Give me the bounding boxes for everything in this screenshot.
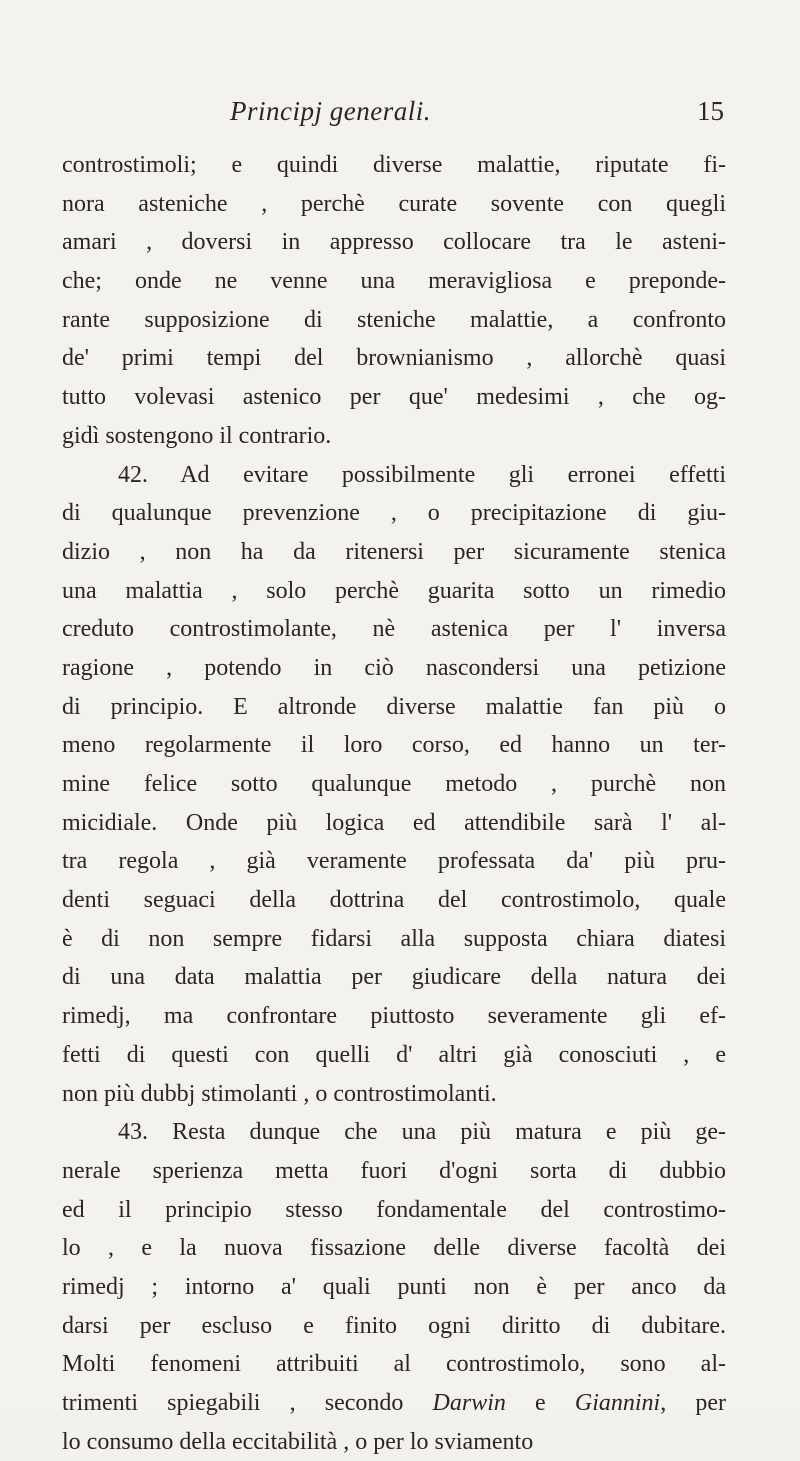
text-line: non più dubbj stimolanti , o controstimolanti. <box>62 1080 497 1107</box>
text-line: ed il principio stesso fondamentale del controstimo- <box>62 1196 726 1223</box>
text-line: tutto volevasi astenico per que' medesimi , che og- <box>62 384 726 411</box>
text-line: tra regola , già veramente professata da' più pru- <box>62 848 726 875</box>
text-segment: , per <box>660 1390 726 1416</box>
text-line: 42. Ad evitare possibilmente gli erronei effetti <box>118 461 726 488</box>
text-line: che; onde ne venne una meravigliosa e preponde- <box>62 268 726 295</box>
page-number: 15 <box>697 96 724 126</box>
text-line: ragione , potendo in ciò nascondersi una petizione <box>62 654 726 681</box>
text-line: rimedj, ma confrontare piuttosto severamente gli ef- <box>62 1003 726 1030</box>
text-line: fetti di questi con quelli d' altri già conosciuti , e <box>62 1041 726 1068</box>
text-line: amari , doversi in appresso collocare tra le asteni- <box>62 229 726 256</box>
text-line: 43. Resta dunque che una più matura e più ge- <box>118 1119 726 1146</box>
text-segment: Darwin <box>432 1390 506 1416</box>
text-line: denti seguaci della dottrina del controstimolo, quale <box>62 887 726 914</box>
text-line: darsi per escluso e finito ogni diritto di dubitare. <box>62 1312 726 1339</box>
text-line: mine felice sotto qualunque metodo , purchè non <box>62 771 726 797</box>
text-line: di una data malattia per giudicare della natura dei <box>62 964 726 991</box>
text-line <box>62 1384 726 1423</box>
text-line: nerale sperienza metta fuori d'ogni sorta di dubbio <box>62 1157 726 1184</box>
body-text <box>62 146 726 1461</box>
text-line: di qualunque prevenzione , o precipitazione di giu- <box>62 500 726 527</box>
text-line: è di non sempre fidarsi alla supposta chiara diatesi <box>62 925 726 952</box>
text-line: Molti fenomeni attribuiti al controstimolo, sono al- <box>62 1351 726 1378</box>
text-line: lo , e la nuova fissazione delle diverse facoltà dei <box>62 1235 726 1262</box>
text-line: di principio. E altronde diverse malattie fan più o <box>62 693 726 720</box>
text-line: meno regolarmente il loro corso, ed hanno un ter- <box>62 732 726 759</box>
text-segment: e <box>505 1390 575 1416</box>
text-line: controstimoli; e quindi diverse malattie, riputate fi- <box>62 152 726 178</box>
running-title: Principj generali. <box>230 96 431 126</box>
text-line: rante supposizione di steniche malattie, a confronto <box>62 306 726 333</box>
text-line: una malattia , solo perchè guarita sotto un rimedio <box>62 577 726 604</box>
text-segment: Giannini <box>574 1390 661 1416</box>
text-line: creduto controstimolante, nè astenica per l' inversa <box>62 616 726 643</box>
text-line: nora asteniche , perchè curate sovente con quegli <box>62 190 726 217</box>
text-line: gidì sostengono il contrario. <box>62 422 332 449</box>
text-line: dizio , non ha da ritenersi per sicuramente stenica <box>62 538 726 565</box>
text-segment: trimenti spiegabili , secondo <box>62 1390 433 1416</box>
text-line: de' primi tempi del brownianismo , allorchè quasi <box>62 345 726 372</box>
text-line: rimedj ; intorno a' quali punti non è per anco da <box>62 1273 726 1300</box>
text-line: micidiale. Onde più logica ed attendibile sarà l' al- <box>62 809 726 836</box>
page-header <box>0 96 800 136</box>
text-line: lo consumo della eccitabilità , o per lo sviamento <box>62 1428 534 1455</box>
